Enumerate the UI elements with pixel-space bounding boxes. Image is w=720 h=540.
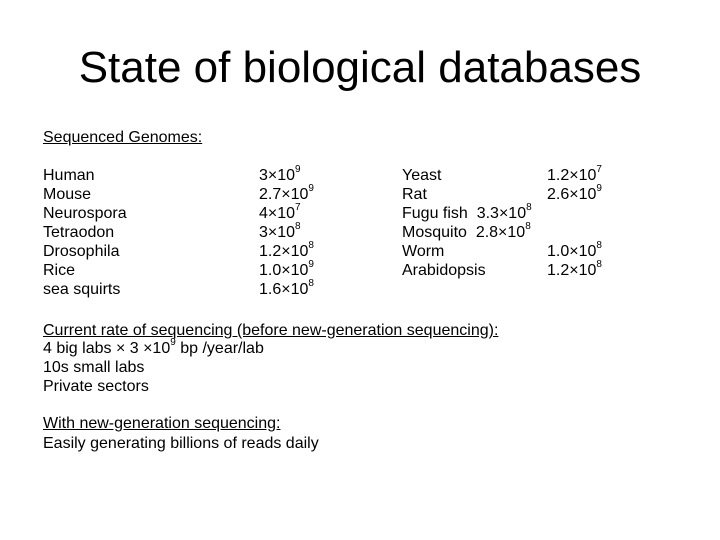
- rate-line: 10s small labs: [43, 359, 145, 376]
- sequencing-rate-list: [43, 339, 264, 396]
- new-generation-text: [43, 434, 319, 453]
- genome-size: $4\times 10^7$: [259, 202, 301, 222]
- genome-size: [547, 223, 602, 242]
- organism-name: Mouse: [43, 186, 92, 203]
- rate-line: 4 big labs × $3 \times 10^9$ bp /year/lab: [43, 337, 264, 357]
- new-generation-line: Easily generating billions of reads daily: [43, 435, 319, 452]
- rate-line: Private sectors: [43, 378, 149, 395]
- genome-size: 3.3×10: [476, 205, 527, 222]
- genome-size: $1.2\times 10^8$: [259, 240, 314, 260]
- organism-name: Fugu fish $3.3\times 10^8$: [402, 202, 532, 222]
- organism-name: sea squirts: [43, 281, 121, 298]
- organism-name: Neurospora: [43, 205, 127, 222]
- organism-name: Drosophila: [43, 243, 120, 260]
- organism-name: Yeast: [402, 167, 442, 184]
- genome-size: $3\times 10^9$: [259, 164, 301, 184]
- genome-size: [547, 204, 602, 223]
- slide-title: State of biological databases: [78, 43, 642, 92]
- genome-size: $2.6\times 10^9$: [547, 183, 602, 203]
- genome-size: $3\times 10^8$: [259, 221, 301, 241]
- genome-size: 2.8×10: [475, 224, 526, 241]
- new-generation-heading: With new-generation sequencing:: [43, 415, 281, 432]
- organism-name: Human: [43, 167, 95, 184]
- left-genome-sizes: [259, 166, 314, 299]
- sequenced-genomes-heading: Sequenced Genomes:: [43, 129, 203, 146]
- organism-name: Mosquito $2.8\times 10^8$: [402, 221, 531, 241]
- genome-size: $1.2\times 10^8$: [547, 259, 602, 279]
- genome-size: $1.6\times 10^8$: [259, 278, 314, 298]
- organism-name: Rice: [43, 262, 76, 279]
- genome-size: $2.7\times 10^9$: [259, 183, 314, 203]
- right-organism-names: [402, 166, 532, 280]
- genome-size: $1.0\times 10^9$: [259, 259, 314, 279]
- left-organism-names: [43, 166, 127, 299]
- organism-name: Tetraodon: [43, 224, 115, 241]
- genome-size: $1.2\times 10^7$: [547, 164, 602, 184]
- genome-size: $1.0\times 10^8$: [547, 240, 602, 260]
- organism-name: Arabidopsis: [402, 262, 486, 279]
- right-genome-sizes: [547, 166, 602, 280]
- organism-name: Rat: [402, 186, 427, 203]
- organism-name: Worm: [402, 243, 445, 260]
- sequencing-rate-heading: Current rate of sequencing (before new-generation sequencing):: [43, 322, 499, 339]
